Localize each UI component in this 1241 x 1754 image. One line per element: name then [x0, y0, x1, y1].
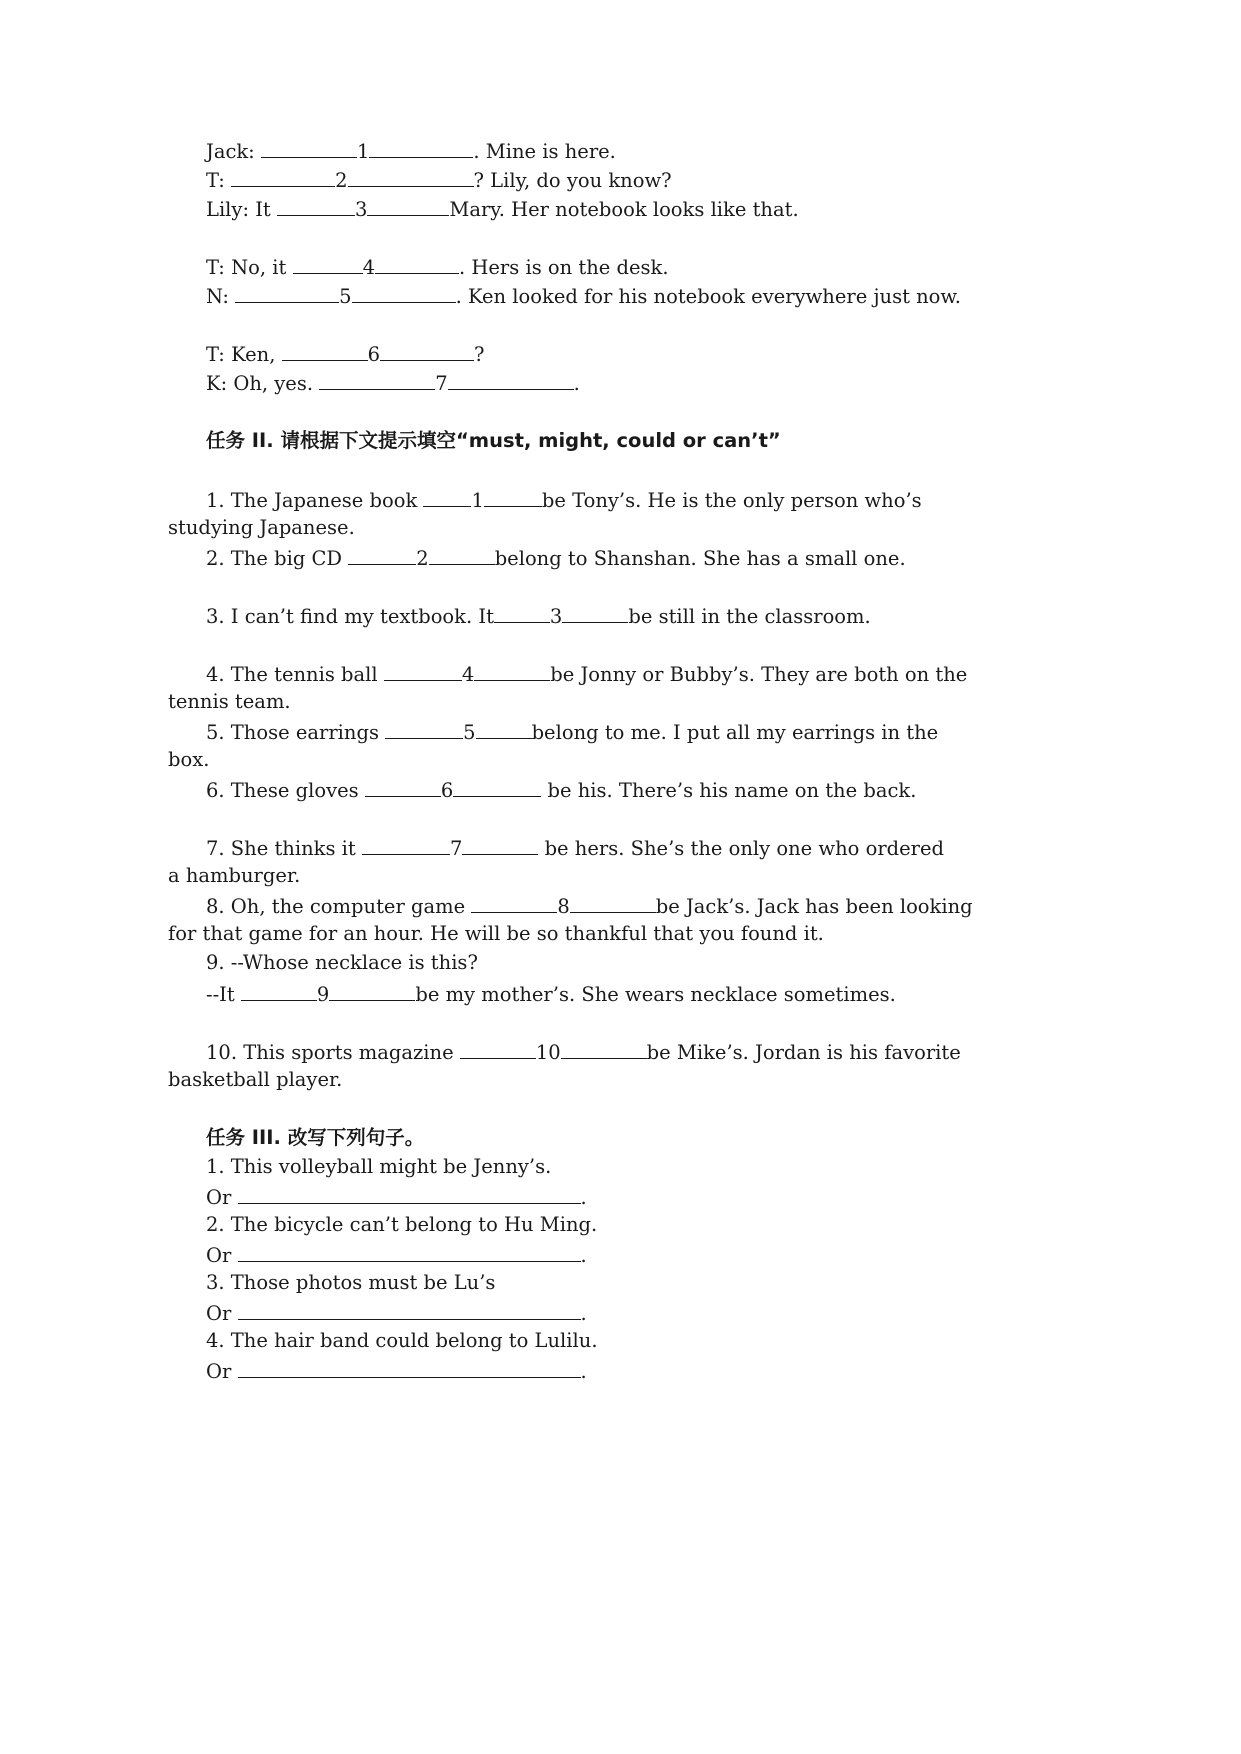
blank[interactable]: [365, 774, 441, 797]
blank-number: 8: [557, 895, 570, 918]
blank[interactable]: [570, 890, 656, 913]
task3-item-2: 2. The bicycle can’t belong to Hu Ming.: [206, 1213, 598, 1236]
task2-item-8: 8. Oh, the computer game 8 be Jack’s. Jack has been looking: [206, 890, 973, 922]
task2-item-9-answer: --It 9 be my mother’s. She wears necklace sometimes.: [206, 978, 896, 1010]
blank[interactable]: [380, 338, 474, 361]
blank-number: 6: [440, 779, 454, 802]
answer-blank[interactable]: [238, 1355, 581, 1378]
blank-number: 10: [535, 1041, 561, 1064]
task2-item-7-cont: a hamburger.: [168, 864, 301, 887]
task2-item-4-cont: tennis team.: [168, 690, 291, 713]
blank-number: 7: [449, 837, 463, 860]
blank[interactable]: [235, 280, 339, 303]
blank[interactable]: [561, 1036, 647, 1059]
blank[interactable]: [460, 1036, 536, 1059]
task3-item-4: 4. The hair band could belong to Lulilu.: [206, 1329, 598, 1352]
blank[interactable]: [562, 600, 628, 623]
task2-item-3: 3. I can’t find my textbook. It 3 be still in the classroom.: [206, 600, 871, 632]
blank[interactable]: [453, 774, 541, 797]
task2-item-5: 5. Those earrings 5 belong to me. I put all my earrings in the: [206, 716, 938, 748]
blank-number: 3: [549, 605, 563, 628]
dialogue-line-4: T: No, it 4 . Hers is on the desk.: [206, 251, 669, 283]
blank[interactable]: [348, 542, 416, 565]
task2-item-5-cont: box.: [168, 748, 210, 771]
blank[interactable]: [261, 135, 357, 158]
task3-heading: 任务 III. 改写下列句子。: [206, 1126, 425, 1149]
dialogue-line-6: T: Ken, 6 ?: [206, 338, 485, 370]
blank[interactable]: [474, 658, 550, 681]
task3-item-4-answer: Or .: [206, 1355, 587, 1387]
blank[interactable]: [462, 832, 538, 855]
blank-number: 4: [362, 256, 375, 279]
blank[interactable]: [429, 542, 495, 565]
dialogue-line-3: Lily: It 3 Mary. Her notebook looks like that.: [206, 193, 799, 225]
blank-number: 1: [471, 489, 484, 512]
answer-blank[interactable]: [238, 1181, 581, 1204]
blank[interactable]: [241, 978, 317, 1001]
blank-number: 6: [367, 343, 381, 366]
answer-blank[interactable]: [238, 1297, 581, 1320]
blank-number: 5: [339, 285, 352, 308]
task2-item-1-cont: studying Japanese.: [168, 516, 355, 539]
task3-item-1: 1. This volleyball might be Jenny’s.: [206, 1155, 552, 1178]
dialogue-line-1: Jack: 1 . Mine is here.: [206, 135, 616, 167]
task2-item-10-cont: basketball player.: [168, 1068, 343, 1091]
blank[interactable]: [319, 367, 435, 390]
blank[interactable]: [329, 978, 415, 1001]
blank[interactable]: [293, 251, 363, 274]
blank[interactable]: [448, 367, 574, 390]
dialogue-line-7: K: Oh, yes. 7 .: [206, 367, 580, 399]
task3-item-3-answer: Or .: [206, 1297, 587, 1329]
task3-item-3: 3. Those photos must be Lu’s: [206, 1271, 496, 1294]
task2-item-8-cont: for that game for an hour. He will be so thankful that you found it.: [168, 922, 824, 945]
blank[interactable]: [282, 338, 368, 361]
dialogue-line-5: N: 5 . Ken looked for his notebook everywhere just now.: [206, 280, 961, 312]
task3-item-2-answer: Or .: [206, 1239, 587, 1271]
blank[interactable]: [484, 484, 542, 507]
blank[interactable]: [384, 658, 462, 681]
blank-number: 9: [316, 983, 330, 1006]
blank[interactable]: [362, 832, 450, 855]
blank[interactable]: [476, 716, 532, 739]
blank-number: 7: [435, 372, 448, 395]
blank[interactable]: [277, 193, 355, 216]
blank[interactable]: [369, 135, 473, 158]
task2-item-7: 7. She thinks it 7 be hers. She’s the only one who ordered: [206, 832, 944, 864]
blank-number: 4: [461, 663, 475, 686]
blank-number: 2: [416, 547, 429, 570]
blank[interactable]: [352, 280, 456, 303]
blank[interactable]: [385, 716, 463, 739]
task2-heading: 任务 II. 请根据下文提示填空“must, might, could or can’t”: [206, 429, 781, 452]
task2-item-2: 2. The big CD 2 belong to Shanshan. She has a small one.: [206, 542, 906, 574]
task2-item-6: 6. These gloves 6 be his. There’s his name on the back.: [206, 774, 916, 806]
task2-item-10: 10. This sports magazine 10 be Mike’s. Jordan is his favorite: [206, 1036, 961, 1068]
blank[interactable]: [375, 251, 459, 274]
blank[interactable]: [231, 164, 335, 187]
blank-number: 5: [463, 721, 476, 744]
task2-item-4: 4. The tennis ball 4 be Jonny or Bubby’s. They are both on the: [206, 658, 967, 690]
blank[interactable]: [423, 484, 471, 507]
task3-item-1-answer: Or .: [206, 1181, 587, 1213]
blank[interactable]: [367, 193, 449, 216]
blank[interactable]: [471, 890, 557, 913]
blank-number: 3: [354, 198, 368, 221]
blank-number: 2: [335, 169, 348, 192]
blank[interactable]: [348, 164, 474, 187]
blank-number: 1: [356, 140, 370, 163]
answer-blank[interactable]: [238, 1239, 581, 1262]
dialogue-line-2: T: 2 ? Lily, do you know?: [206, 164, 672, 196]
blank[interactable]: [494, 600, 550, 623]
task2-item-9-question: 9. --Whose necklace is this?: [206, 951, 478, 974]
task2-item-1: 1. The Japanese book 1 be Tony’s. He is the only person who’s: [206, 484, 922, 516]
